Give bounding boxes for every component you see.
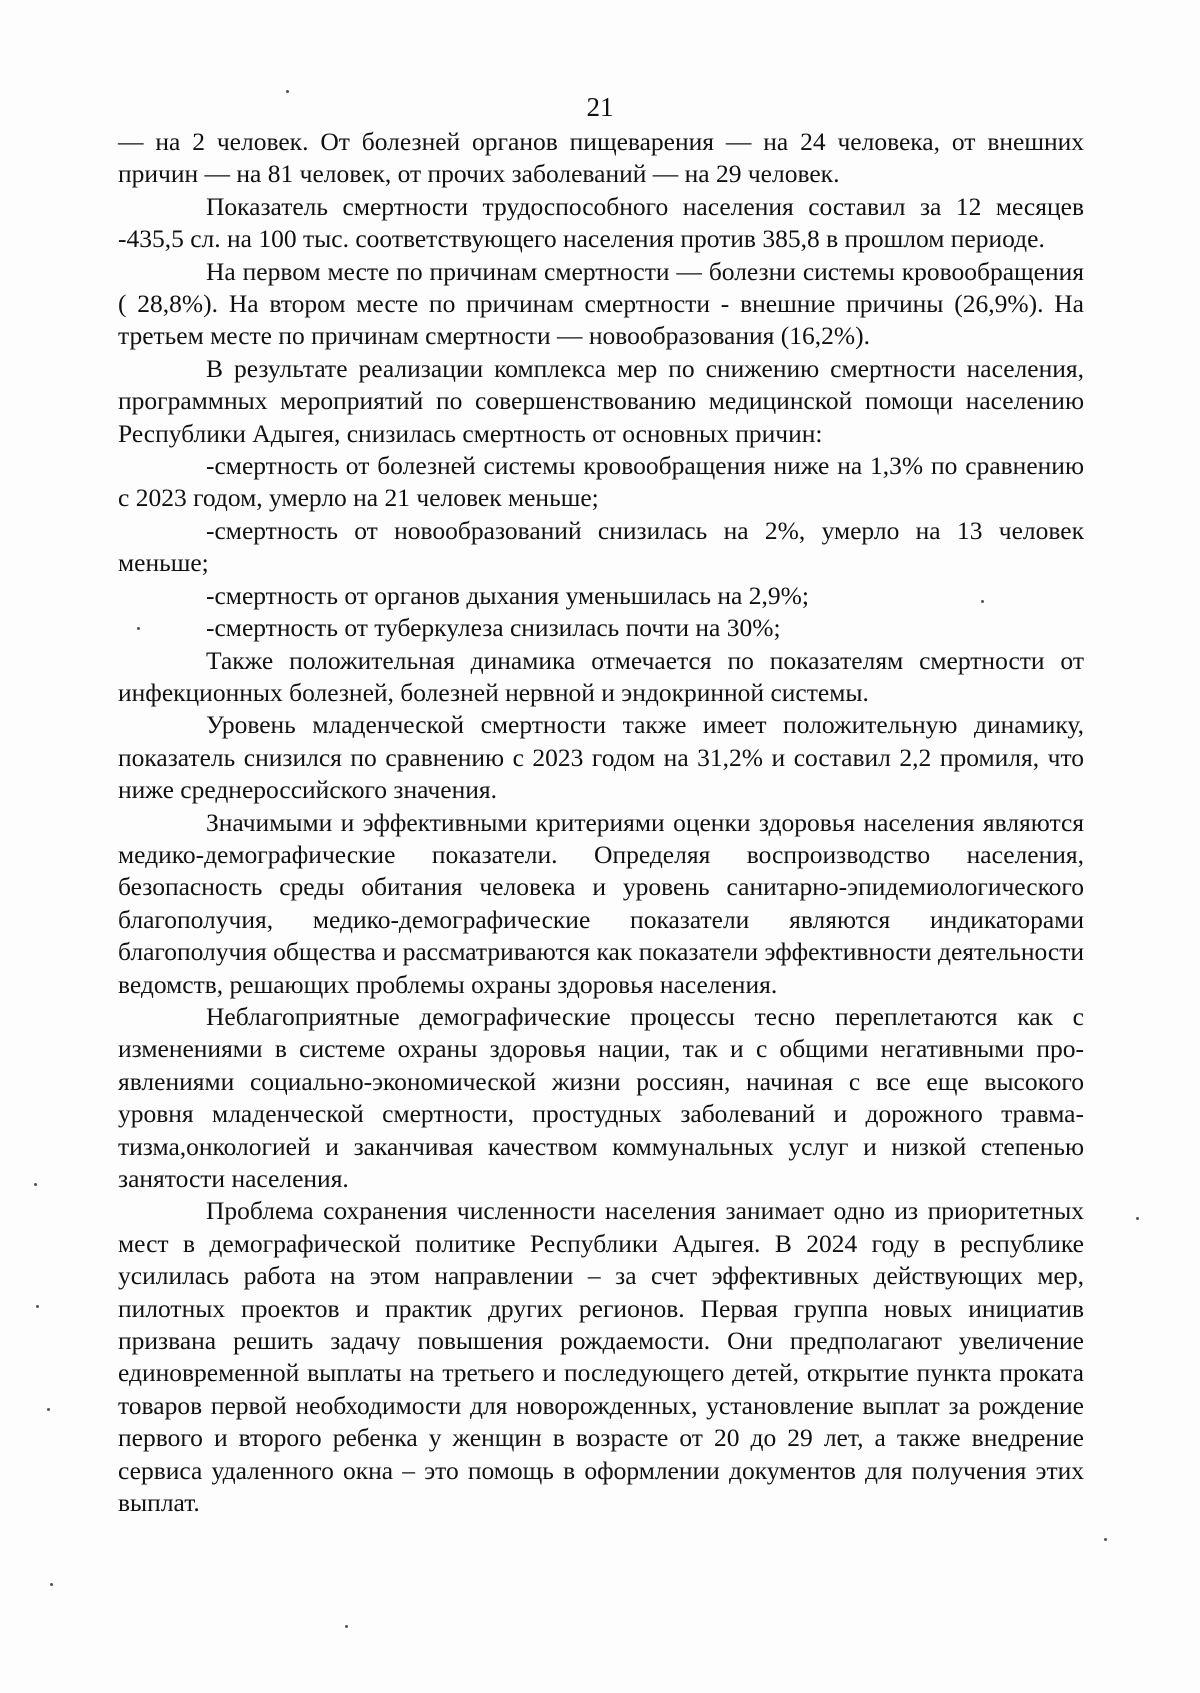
scan-speck: [345, 1625, 348, 1628]
paragraph: Значимыми и эффективными критериями оценки здоровья населения являются медико-демографические показатели. Определяя воспроизводство населения, безопасность среды обитания человека и уровень санитарно-эпидемиологического благополучия, медико-демографические показатели являются индикаторами благополучия общества и рассматриваются как показатели эффективности деятельности ведомств, решающих проблемы охраны здоровья населения.: [118, 807, 1084, 999]
list-item: -смертность от органов дыхания уменьшилась на 2,9%;: [206, 580, 809, 610]
paragraph: Показатель смертности трудоспособного населения составил за 12 месяцев -435,5 сл. на 100 тыс. соответствующего населения против 385,8 в прошлом периоде.: [118, 191, 1084, 254]
paragraph: В результате реализации комплекса мер по снижению смертности населения, программных мероприятий по совершенствованию медицинской помощи населению Республики Адыгея, снизилась смертность от основных причин:: [118, 353, 1084, 448]
paragraph: Также положительная динамика отмечается по показателям смертности от инфекционных болезней, болезней нервной и эндокринной системы.: [118, 645, 1084, 707]
scan-speck: [36, 1305, 39, 1308]
list-item: -смертность от туберкулеза снизилась почти на 30%;: [206, 613, 781, 643]
page-number: 21: [586, 92, 614, 122]
scan-speck: [47, 1408, 50, 1411]
scan-speck: [34, 1183, 37, 1186]
paragraph-continuation: — на 2 человек. От болезней органов пищеварения — на 24 человека, от внешних причин — на 81 человек, от прочих заболеваний — на 29 человек.: [118, 127, 1084, 189]
paragraph: На первом месте по причинам смертности — болезни системы кровообращения ( 28,8%). На втором месте по причинам смертности - внешние причины (26,9%). На третьем месте по причинам смертности — новообразования (16,2%).: [118, 256, 1084, 351]
paragraph: Уровень младенческой смертности также имеет положительную динамику, показатель снизился по сравнению с 2023 годом на 31,2% и составил 2,2 промиля, что ниже среднероссийского значения.: [118, 710, 1084, 805]
body-text: [118, 126, 1084, 1519]
scan-speck: [1136, 1217, 1139, 1220]
scan-speck: [286, 90, 289, 93]
scan-speck: [137, 627, 140, 630]
scan-speck: [50, 1583, 53, 1586]
scan-speck: [1104, 1538, 1107, 1541]
paragraph: Неблагоприятные демографические процессы тесно переплетаются как с изменениями в системе охраны здоровья нации, так и с общими негативными проявлениями социально-экономической жизни россиян, начиная с все еще высокого уровня младенческой смертности, простудных заболеваний и дорожного травматизма,онкологией и заканчивая качеством коммунальных услуг и низкой степенью занятости населения.: [118, 1001, 1084, 1193]
list-item: -смертность от новообразований снизилась на 2%, умерло на 13 человек меньше;: [118, 515, 1084, 578]
scan-speck: [981, 600, 984, 603]
list-item: -смертность от болезней системы кровообращения ниже на 1,3% по сравнению с 2023 годом, умерло на 21 человек меньше;: [118, 451, 1084, 513]
paragraph: Проблема сохранения численности населения занимает одно из приоритетных мест в демографической политике Республики Адыгея. В 2024 году в республике усилилась работа на этом направлении – за счет эффективных действующих мер, пилотных проектов и практик других регионов. Первая группа новых инициатив призвана решить задачу повышения рождаемости. Они предполагают увеличение единовременной выплаты на третьего и последующего детей, открытие пункта проката товаров первой необходимости для новорожденных, установление выплат за рождение первого и второго ребенка у женщин в возрасте от 20 до 29 лет, а также внедрение сервиса удаленного окна – это помощь в оформлении документов для получения этих выплат.: [118, 1196, 1084, 1518]
